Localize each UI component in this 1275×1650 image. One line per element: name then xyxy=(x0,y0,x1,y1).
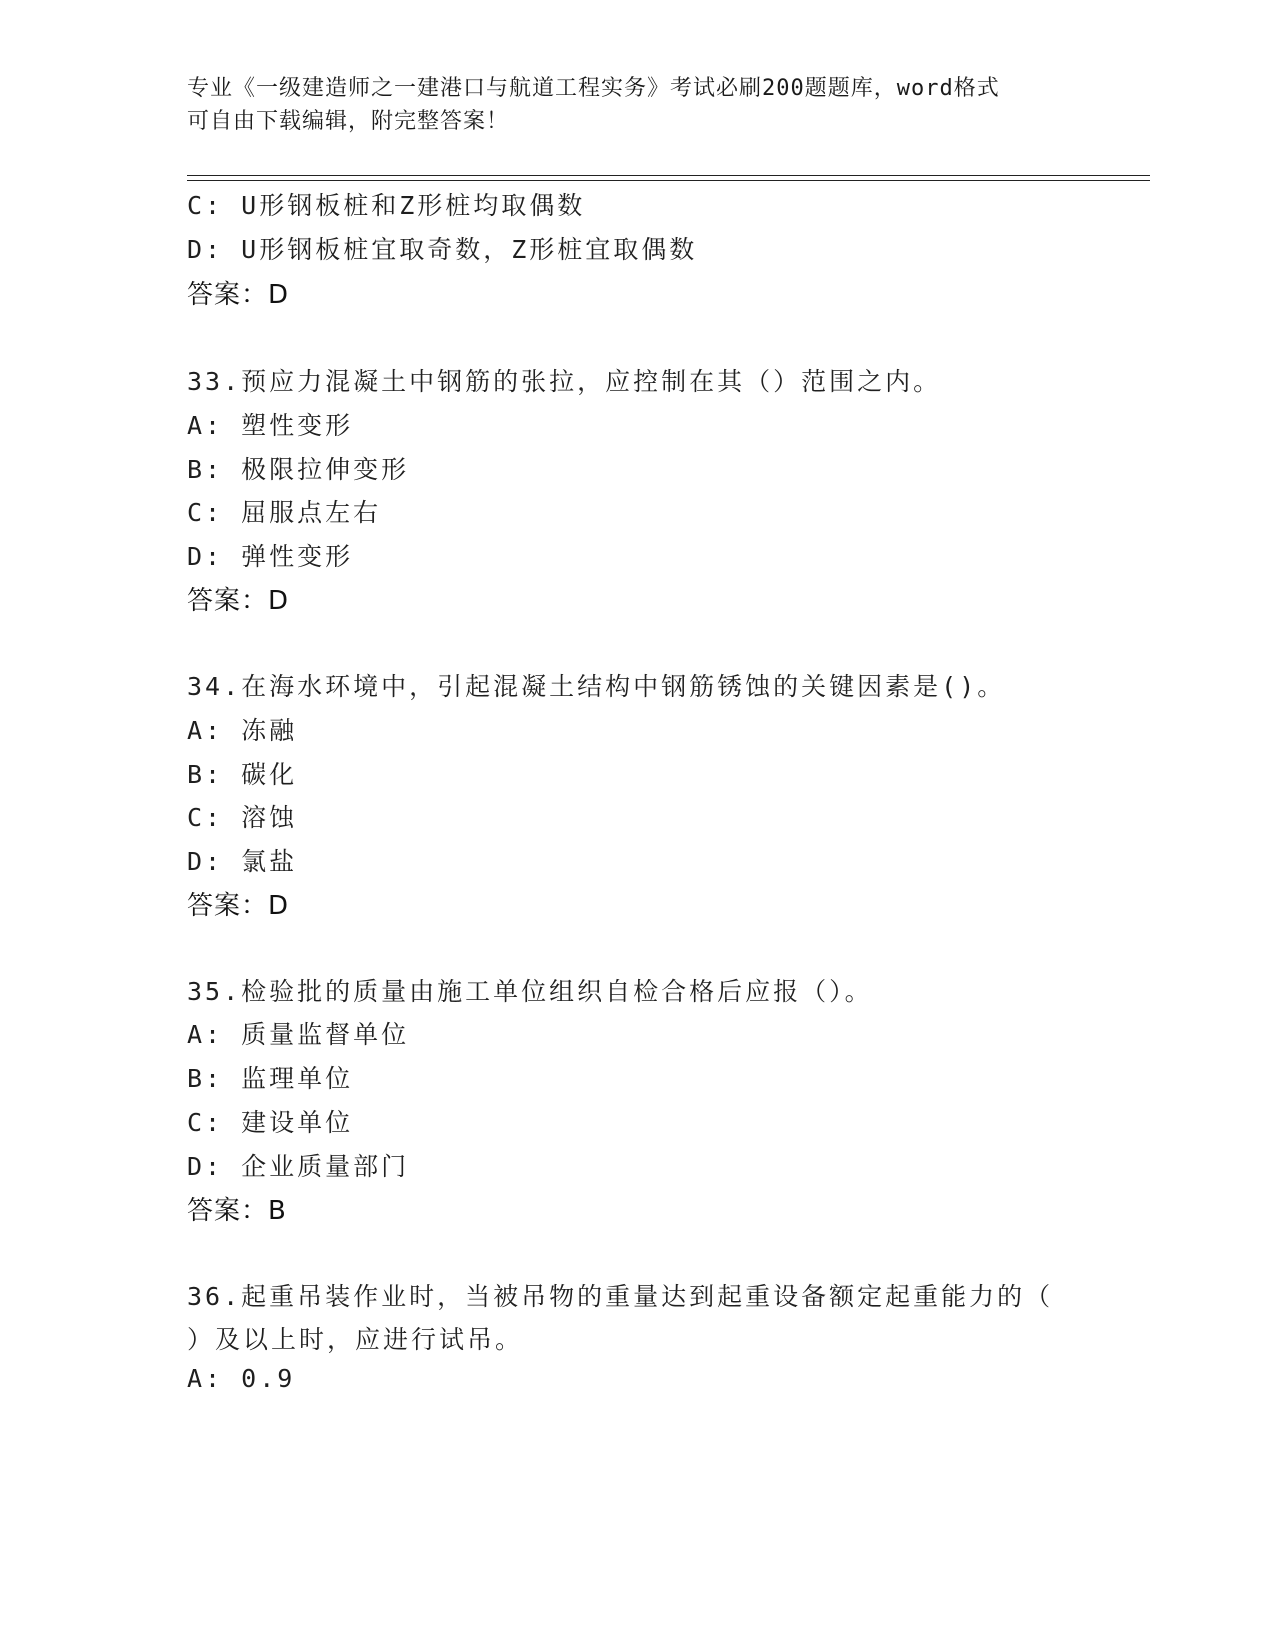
q35-option-d: D: 企业质量部门 xyxy=(187,1152,410,1181)
q33-option-a: A: 塑性变形 xyxy=(187,411,354,440)
header-divider xyxy=(187,175,1150,181)
q34-option-a: A: 冻融 xyxy=(187,716,298,745)
q33-option-c: C: 屈服点左右 xyxy=(187,498,382,527)
q36-stem-line-1: 36.起重吊装作业时，当被吊物的重量达到起重设备额定起重能力的（ xyxy=(187,1282,1054,1311)
q32-option-d: D: U形钢板桩宜取奇数，Z形桩宜取偶数 xyxy=(187,235,698,264)
header-line-1: 专业《一级建造师之一建港口与航道工程实务》考试必刷200题题库，word格式 xyxy=(187,76,1000,101)
q34-option-c: C: 溶蚀 xyxy=(187,803,298,832)
q36-option-a: A: 0.9 xyxy=(187,1364,296,1393)
q32-option-c: C: U形钢板桩和Z形桩均取偶数 xyxy=(187,191,586,220)
q35-stem: 35.检验批的质量由施工单位组织自检合格后应报（）。 xyxy=(187,977,873,1006)
q33-option-b: B: 极限拉伸变形 xyxy=(187,455,410,484)
q34-option-d: D: 氯盐 xyxy=(187,847,298,876)
q35-option-c: C: 建设单位 xyxy=(187,1108,354,1137)
q33-answer: 答案：D xyxy=(187,586,290,616)
q34-answer: 答案：D xyxy=(187,891,290,921)
document-header xyxy=(187,72,1087,138)
q35-answer: 答案：B xyxy=(187,1196,287,1226)
q36-stem-line-2: ）及以上时，应进行试吊。 xyxy=(187,1325,524,1354)
q33-option-d: D: 弹性变形 xyxy=(187,542,354,571)
q34-option-b: B: 碳化 xyxy=(187,760,298,789)
q34-stem: 34.在海水环境中，引起混凝土结构中钢筋锈蚀的关键因素是()。 xyxy=(187,672,1006,701)
header-line-2: 可自由下载编辑，附完整答案！ xyxy=(187,109,510,134)
q35-option-b: B: 监理单位 xyxy=(187,1064,354,1093)
q35-option-a: A: 质量监督单位 xyxy=(187,1020,410,1049)
q33-stem: 33.预应力混凝土中钢筋的张拉，应控制在其（）范围之内。 xyxy=(187,367,942,396)
q32-answer: 答案：D xyxy=(187,280,290,310)
